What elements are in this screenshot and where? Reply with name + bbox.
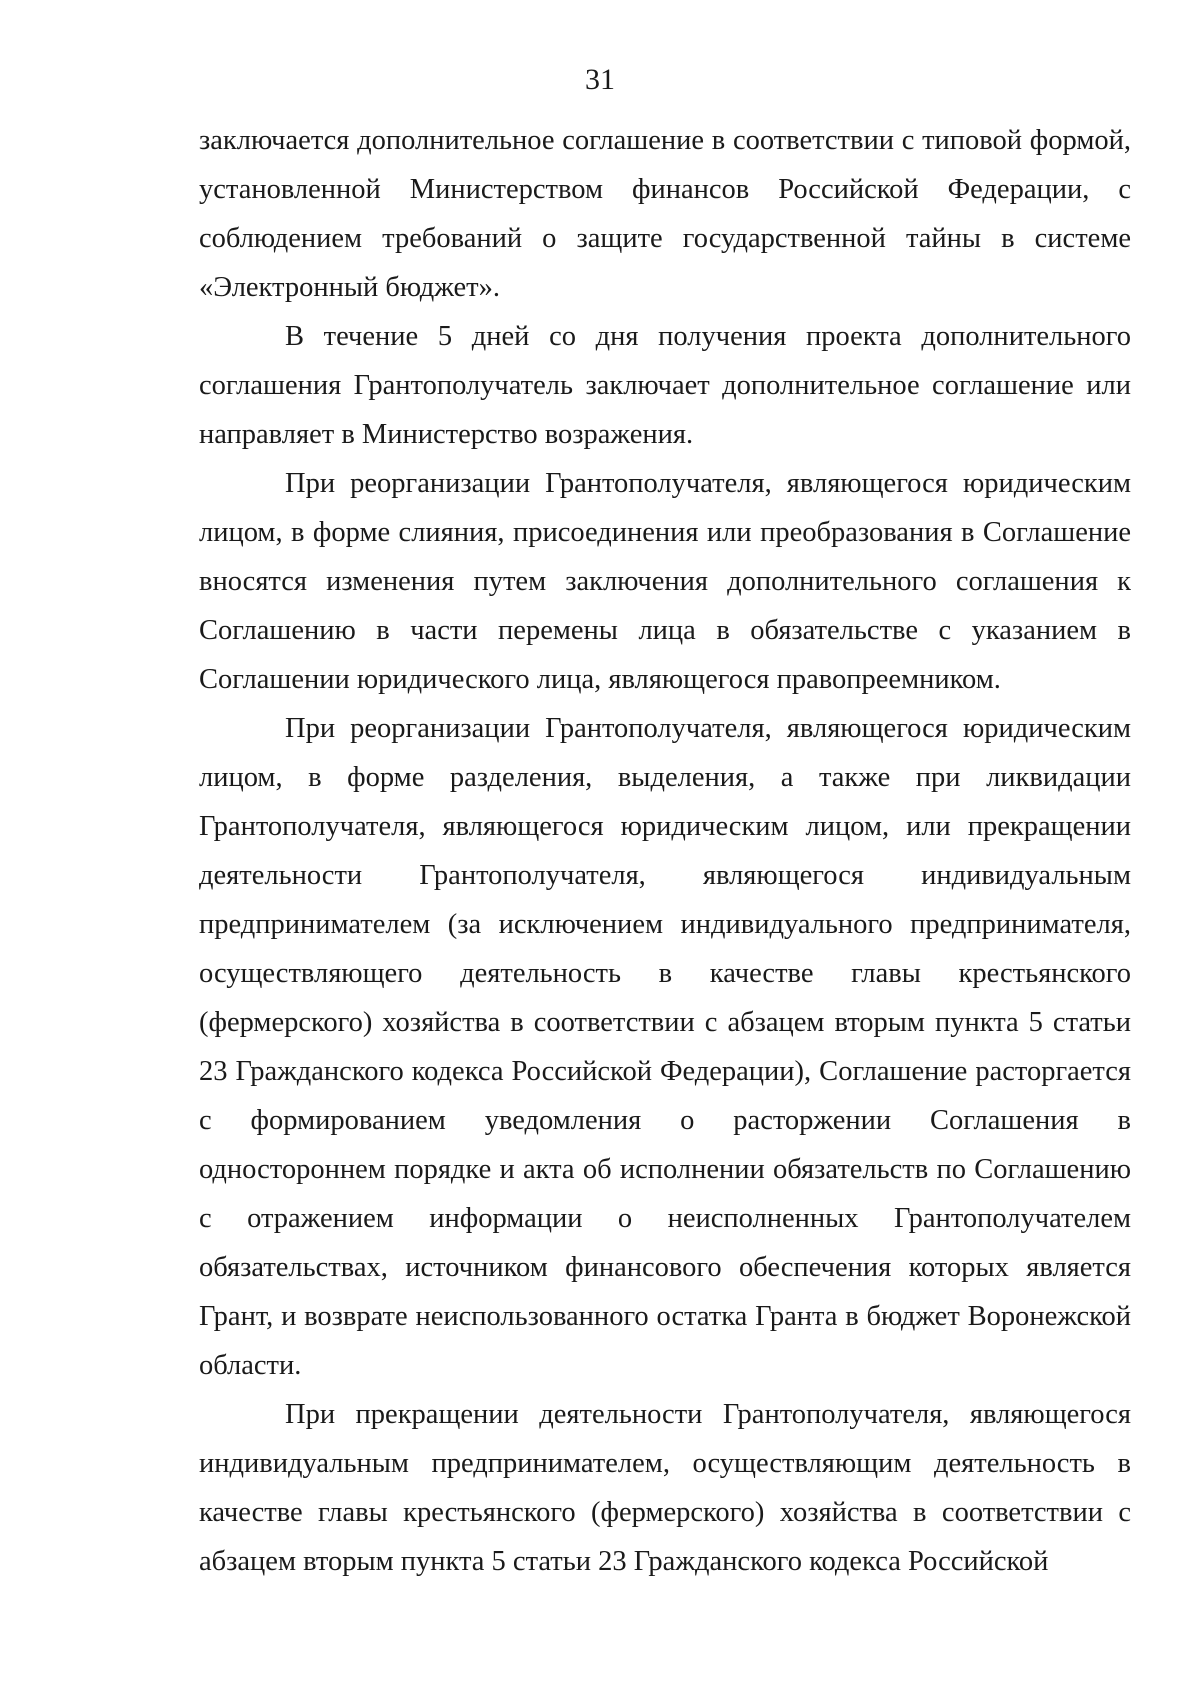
page-number: 31 <box>585 63 615 96</box>
paragraph-additional-agreement-term: В течение 5 дней со дня получения проекта дополнительного соглашения Грантополучатель заключает дополнительное соглашение или направляет в Министерство возражения. <box>199 321 1131 450</box>
document-body <box>199 116 1131 1586</box>
paragraph-continuation: заключается дополнительное соглашение в соответствии с типовой формой, установленной Министерством финансов Российской Федерации, с соблюдением требований о защите государственной тайны в системе «Электронный бюджет». <box>199 125 1131 303</box>
paragraph-reorganization-merger: При реорганизации Грантополучателя, являющегося юридическим лицом, в форме слияния, присоединения или преобразования в Соглашение вносятся изменения путем заключения дополнительного соглашения к Соглашению в части перемены лица в обязательстве с указанием в Соглашении юридического лица, являющегося правопреемником. <box>199 468 1131 695</box>
paragraph-reorganization-division: При реорганизации Грантополучателя, являющегося юридическим лицом, в форме разделения, выделения, а также при ликвидации Грантополучателя, являющегося юридическим лицом, или прекращении деятельности Грантополучателя, являющегося индивидуальным предпринимателем (за исключением индивидуального предпринимателя, осуществляющего деятельность в качестве главы крестьянского (фермерского) хозяйства в соответствии с абзацем вторым пункта 5 статьи 23 Гражданского кодекса Российской Федерации), Соглашение расторгается с формированием уведомления о расторжении Соглашения в одностороннем порядке и акта об исполнении обязательств по Соглашению с отражением информации о неисполненных Грантополучателем обязательствах, источником финансового обеспечения которых является Грант, и возврате неиспользованного остатка Гранта в бюджет Воронежской области. <box>199 713 1131 1381</box>
paragraph-termination-entrepreneur: При прекращении деятельности Грантополучателя, являющегося индивидуальным предпринимателем, осуществляющим деятельность в качестве главы крестьянского (фермерского) хозяйства в соответствии с абзацем вторым пункта 5 статьи 23 Гражданского кодекса Российской <box>199 1399 1131 1577</box>
